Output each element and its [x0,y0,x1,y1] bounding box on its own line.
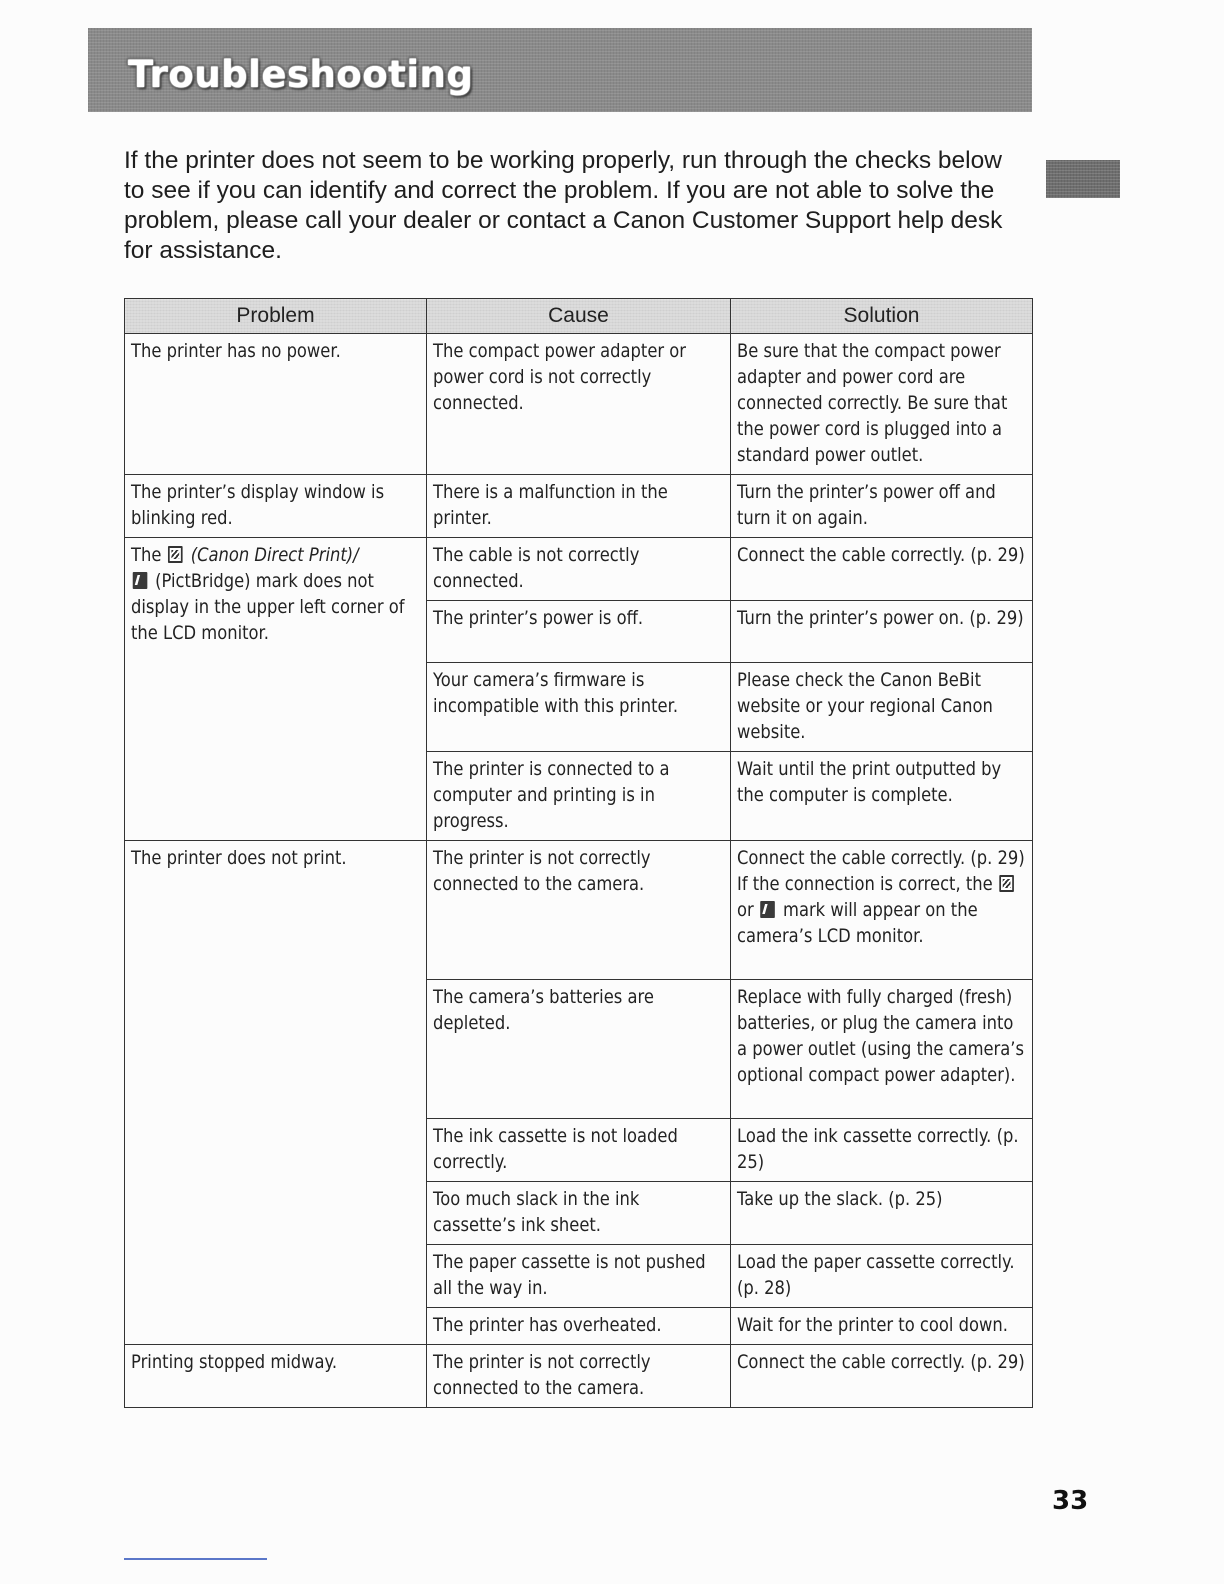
header-solution: Solution [731,299,1033,334]
table-row [125,538,1033,601]
solution-text: Take up the slack. (p. 25) [737,1188,943,1210]
solution-text: Connect the cable correctly. (p. 29) [737,544,1025,566]
cause-cell [427,475,731,538]
solution-text: Load the paper cassette correctly. (p. 28) [737,1251,1015,1299]
chapter-tab-marker [1046,160,1120,198]
problem-cell [125,475,427,538]
solution-text-part: or [737,899,754,921]
canon-direct-print-icon [168,546,183,563]
solution-cell [731,752,1033,841]
header-problem: Problem [125,299,427,334]
cause-text: Your camera’s firmware is incompatible with this printer. [433,669,679,717]
solution-cell [731,538,1033,601]
problem-cell [125,1345,427,1408]
cause-text: The printer’s power is off. [433,607,644,629]
header-cause: Cause [427,299,731,334]
solution-cell [731,475,1033,538]
cause-text: The printer is connected to a computer and printing is in progress. [433,758,670,832]
problem-text: The printer’s display window is blinking red. [131,481,385,529]
cause-text: The printer has overheated. [433,1314,662,1336]
cause-text: The paper cassette is not pushed all the way in. [433,1251,706,1299]
problem-text: The printer does not print. [131,847,347,869]
cause-cell [427,841,731,980]
cause-cell [427,1308,731,1345]
table-row [125,841,1033,980]
problem-cell [125,538,427,841]
cause-cell [427,1182,731,1245]
problem-text-part: (Canon Direct Print)/ [190,544,359,566]
solution-cell [731,1308,1033,1345]
cause-text: Too much slack in the ink cassette’s ink sheet. [433,1188,640,1236]
cause-cell [427,1119,731,1182]
pictbridge-icon [761,901,776,918]
solution-text: Be sure that the compact power adapter and power cord are connected correctly. Be sure that the power cord is plugged into a standard power outlet. [737,340,1008,466]
cause-cell [427,663,731,752]
cause-text: The cable is not correctly connected. [433,544,640,592]
table-row [125,475,1033,538]
problem-text [131,542,419,646]
cause-cell [427,1245,731,1308]
cause-text: The printer is not correctly connected to the camera. [433,847,651,895]
solution-text: Load the ink cassette correctly. (p. 25) [737,1125,1019,1173]
solution-text [737,845,1025,949]
intro-paragraph: If the printer does not seem to be working properly, run through the checks below to see if you can identify and correct the problem. If you are not able to solve the problem, please call your dealer or contact a Canon Customer Support help desk for assistance. [124,147,1003,264]
table-row [125,334,1033,475]
cause-cell [427,334,731,475]
solution-text-part: mark will appear on the camera’s LCD monitor. [737,899,978,947]
cause-text: There is a malfunction in the printer. [433,481,668,529]
solution-cell [731,663,1033,752]
problem-cell [125,334,427,475]
solution-text: Wait for the printer to cool down. [737,1314,1008,1336]
cause-cell [427,601,731,663]
table-header-row [125,299,1033,334]
footer-rule [124,1558,267,1560]
solution-text: Replace with fully charged (fresh) batteries, or plug the camera into a power outlet (using the camera’s optional compact power adapter). [737,986,1024,1086]
solution-cell [731,980,1033,1119]
problem-text-part: (PictBridge) mark does not display in the upper left corner of the LCD monitor. [131,570,405,644]
solution-text: Turn the printer’s power on. (p. 29) [737,607,1024,629]
cause-cell [427,752,731,841]
pictbridge-icon [133,572,148,589]
solution-cell [731,601,1033,663]
cause-cell [427,1345,731,1408]
page-title: Troubleshooting [128,53,474,96]
solution-text: Turn the printer’s power off and turn it on again. [737,481,996,529]
canon-direct-print-icon [1000,875,1015,892]
solution-text: Wait until the print outputted by the computer is complete. [737,758,1002,806]
cause-text: The compact power adapter or power cord is not correctly connected. [433,340,687,414]
problem-text: The printer has no power. [131,340,341,362]
page-number: 33 [1052,1486,1089,1516]
problem-text-part: The [131,544,162,566]
solution-text: Connect the cable correctly. (p. 29) [737,1351,1025,1373]
solution-text: Please check the Canon BeBit website or your regional Canon website. [737,669,993,743]
solution-cell [731,1182,1033,1245]
solution-cell [731,1119,1033,1182]
problem-cell [125,841,427,1345]
cause-text: The camera’s batteries are depleted. [433,986,654,1034]
cause-text: The ink cassette is not loaded correctly. [433,1125,678,1173]
solution-text-part: Connect the cable correctly. (p. 29) If the connection is correct, the [737,847,1025,895]
troubleshooting-table [124,298,1033,1408]
cause-text: The printer is not correctly connected to the camera. [433,1351,651,1399]
solution-cell [731,334,1033,475]
solution-cell [731,1345,1033,1408]
solution-cell [731,1245,1033,1308]
cause-cell [427,980,731,1119]
problem-text: Printing stopped midway. [131,1351,338,1373]
title-banner [88,28,1032,112]
solution-cell [731,841,1033,980]
cause-cell [427,538,731,601]
table-row [125,1345,1033,1408]
